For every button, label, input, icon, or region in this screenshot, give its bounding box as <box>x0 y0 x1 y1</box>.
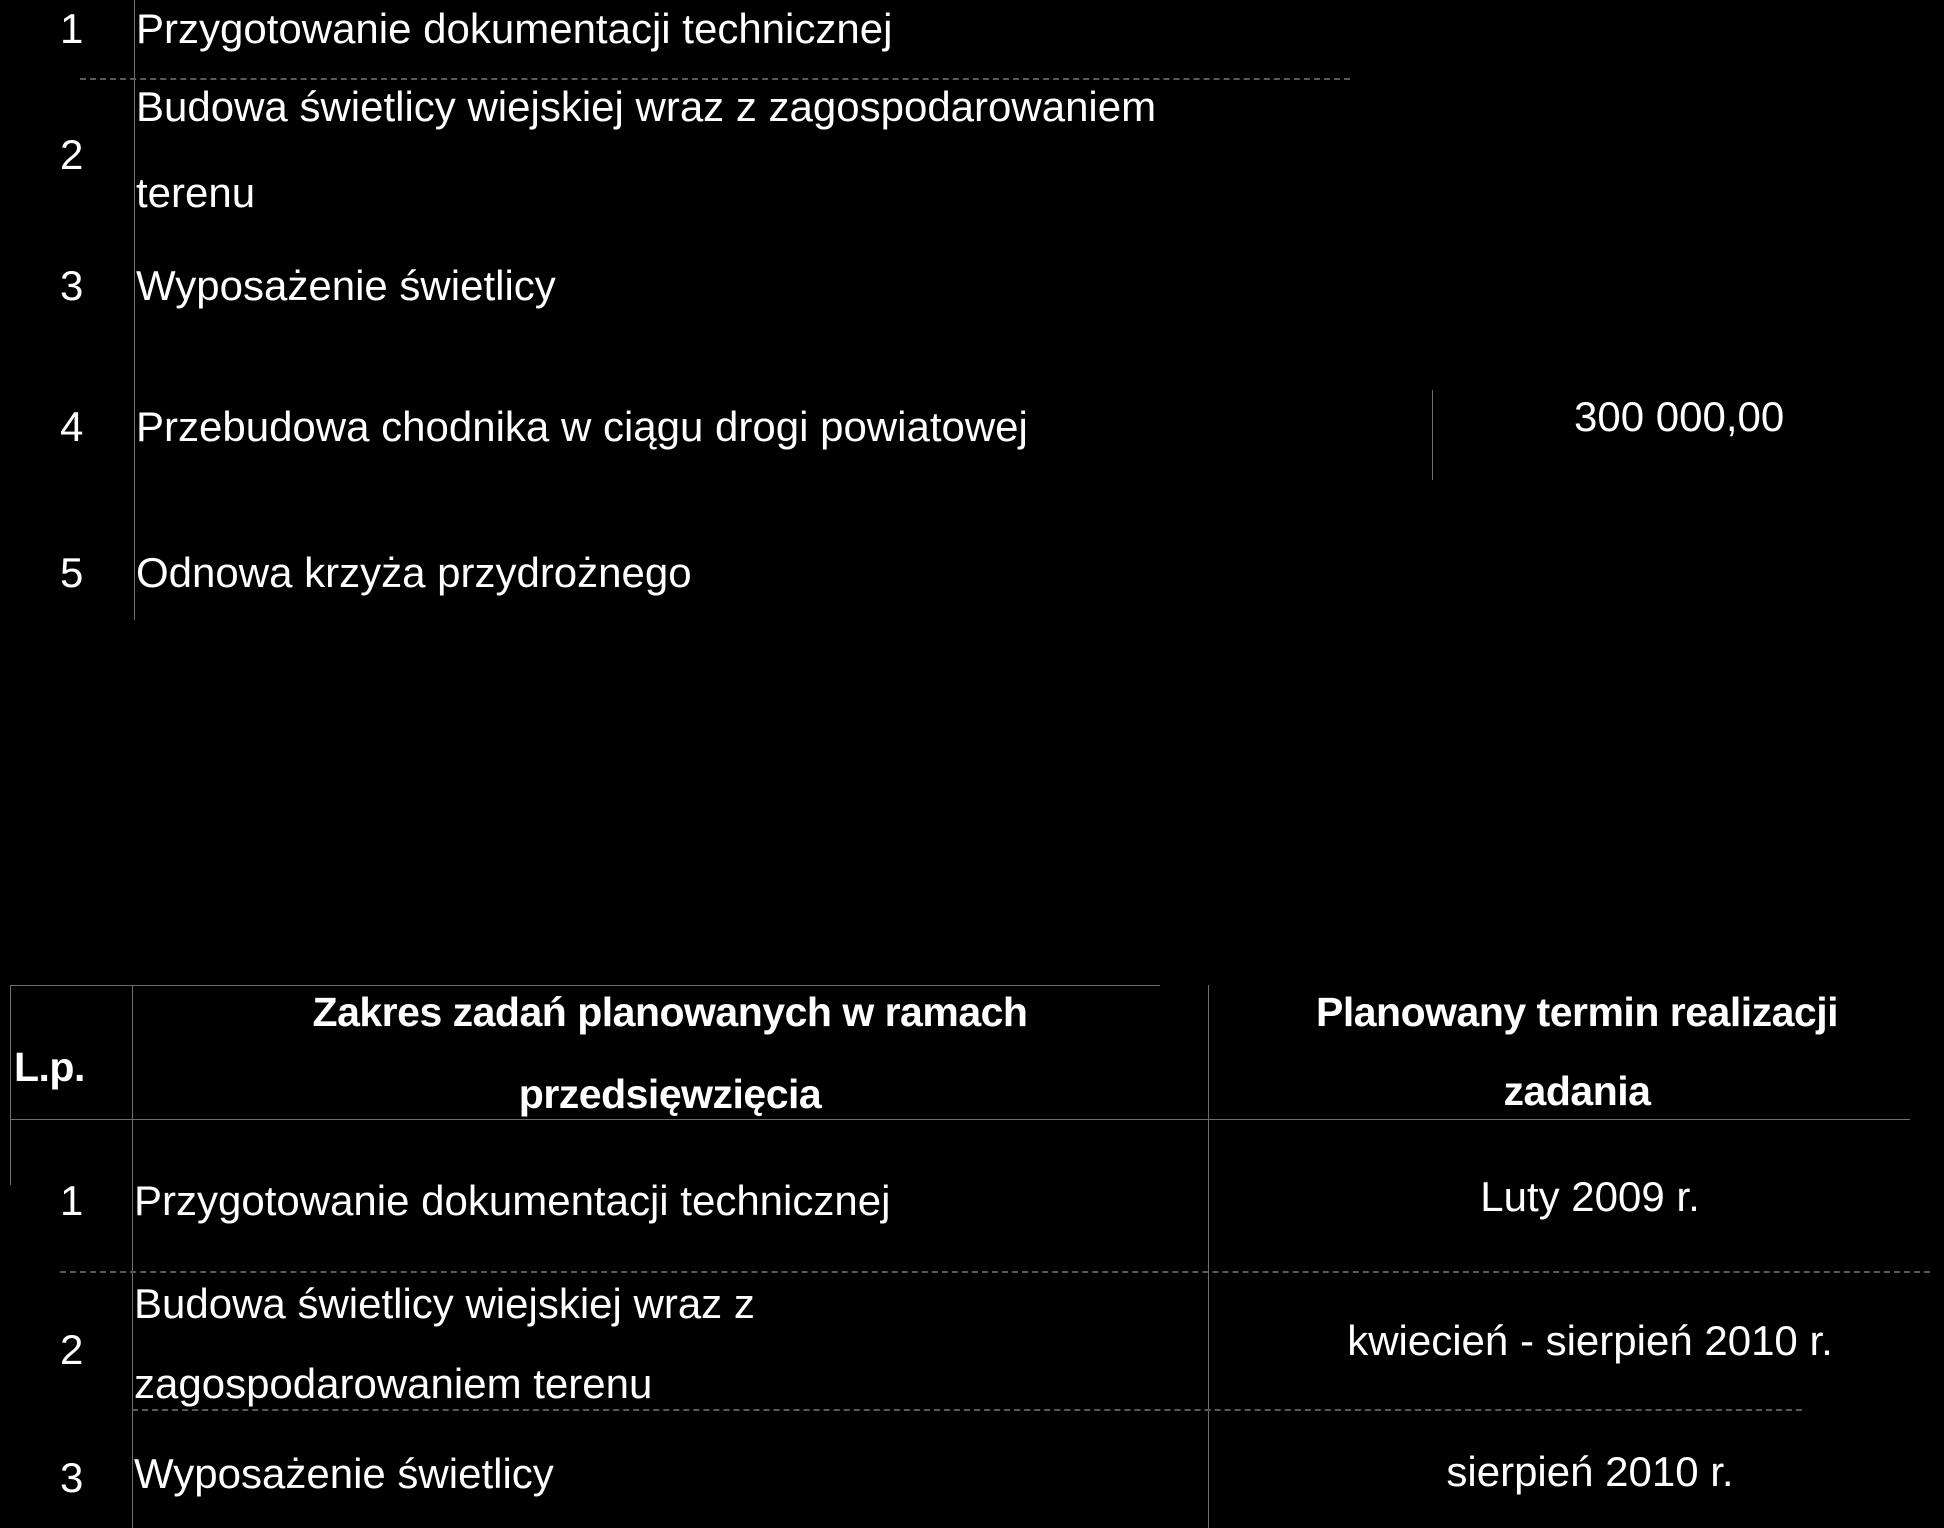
top-row-3-zakres: Wyposażenie świetlicy <box>136 262 556 309</box>
top-row-5-lp: 5 <box>60 549 84 596</box>
bottom-table-termin-divider <box>1208 985 1209 1528</box>
bottom-row-2-zakres-line1: Budowa świetlicy wiejskiej wraz z <box>134 1280 755 1327</box>
header-termin-line2: zadania <box>1503 1068 1651 1114</box>
top-table-row-divider <box>80 78 1350 80</box>
top-row-4-zakres: Przebudowa chodnika w ciągu drogi powiatowej <box>136 403 1028 450</box>
bottom-table-left-border <box>10 985 11 1185</box>
header-zakres-line2: przedsięwzięcia <box>518 1071 822 1117</box>
top-row-2-lp: 2 <box>60 131 84 178</box>
header-lp: L.p. <box>14 1044 85 1090</box>
bottom-row-1-zakres: Przygotowanie dokumentacji technicznej <box>134 1177 891 1224</box>
top-row-5-zakres: Odnowa krzyża przydrożnego <box>136 549 692 596</box>
bottom-row-3-zakres: Wyposażenie świetlicy <box>134 1450 554 1497</box>
top-row-1-zakres: Przygotowanie dokumentacji technicznej <box>136 5 893 52</box>
top-row-2-zakres-line2: terenu <box>136 169 256 216</box>
bottom-table-lp-divider <box>132 985 133 1528</box>
bottom-row-2-termin: kwiecień - sierpień 2010 r. <box>1347 1317 1833 1364</box>
header-termin-line1: Planowany termin realizacji <box>1316 989 1838 1035</box>
top-table-column-divider <box>134 0 135 620</box>
top-row-3-lp: 3 <box>60 262 84 309</box>
header-zakres-line1: Zakres zadań planowanych w ramach <box>312 989 1028 1035</box>
top-row-1-lp: 1 <box>60 5 84 52</box>
top-row-2-zakres-line1: Budowa świetlicy wiejskiej wraz z zagospodarowaniem <box>136 83 1157 130</box>
bottom-row-2-lp: 2 <box>60 1326 84 1373</box>
bottom-row-3-lp: 3 <box>60 1454 84 1501</box>
bottom-table-header-divider <box>10 1119 1910 1120</box>
bottom-table-top-border <box>10 985 1160 986</box>
top-row-4-kwota: 300 000,00 <box>1574 393 1785 440</box>
bottom-table-row-divider-1 <box>60 1271 1930 1273</box>
top-table-amount-divider <box>1432 390 1433 480</box>
bottom-row-1-lp: 1 <box>60 1177 84 1224</box>
bottom-row-2-zakres-line2: zagospodarowaniem terenu <box>134 1360 653 1407</box>
top-row-4-lp: 4 <box>60 403 84 450</box>
bottom-row-3-termin: sierpień 2010 r. <box>1446 1448 1734 1495</box>
bottom-row-1-termin: Luty 2009 r. <box>1480 1173 1700 1220</box>
bottom-table-row-divider-2 <box>132 1409 1802 1411</box>
